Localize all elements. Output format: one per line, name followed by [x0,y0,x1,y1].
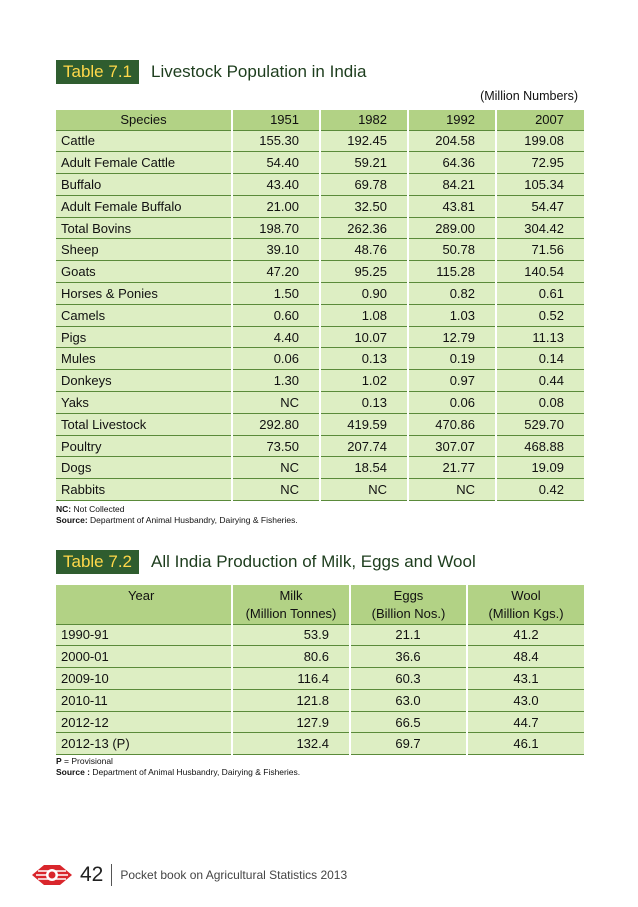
table-row [56,413,584,435]
table-header-row [56,110,584,130]
value-cell: 21.1 [350,624,467,646]
value-cell: 44.7 [467,711,584,733]
value-cell: 204.58 [408,130,496,152]
table-row [56,326,584,348]
footer-text: Pocket book on Agricultural Statistics 2013 [120,868,348,882]
value-cell: 95.25 [320,261,408,283]
value-cell: 132.4 [232,733,350,755]
table-row [56,348,584,370]
value-cell: 0.42 [496,479,584,501]
value-cell: 39.10 [232,239,320,261]
value-cell: 304.42 [496,217,584,239]
value-cell: 207.74 [320,435,408,457]
column-header: Wool (Million Kgs.) [467,585,584,624]
value-cell: 50.78 [408,239,496,261]
note-text: Not Collected [73,504,125,514]
column-header: 1982 [320,110,408,130]
value-cell: 36.6 [350,646,467,668]
value-cell: 43.40 [232,174,320,196]
species-cell: Rabbits [56,479,232,501]
note-text: = Provisional [61,756,113,766]
column-header: Year [56,585,232,624]
table-header-row [56,585,584,624]
column-header: Milk (Million Tonnes) [232,585,350,624]
value-cell: 0.06 [232,348,320,370]
value-cell: 192.45 [320,130,408,152]
page-number: 42 [80,863,104,886]
species-cell: Horses & Ponies [56,283,232,305]
value-cell: 116.4 [232,668,350,690]
value-cell: 80.6 [232,646,350,668]
value-cell: 32.50 [320,195,408,217]
value-cell: 71.56 [496,239,584,261]
value-cell: 529.70 [496,413,584,435]
value-cell: 48.76 [320,239,408,261]
table2-title: All India Production of Milk, Eggs and Wool [151,552,476,571]
value-cell: 54.40 [232,152,320,174]
value-cell: 59.21 [320,152,408,174]
table1-title: Livestock Population in India [151,62,367,81]
table-row [56,457,584,479]
table-row [56,239,584,261]
species-cell: Pigs [56,326,232,348]
value-cell: 1.02 [320,370,408,392]
species-cell: Adult Female Cattle [56,152,232,174]
table-row [56,195,584,217]
value-cell: 21.77 [408,457,496,479]
value-cell: 0.60 [232,304,320,326]
value-cell: 43.81 [408,195,496,217]
table2-note [56,756,113,767]
value-cell: 121.8 [232,689,350,711]
value-cell: 289.00 [408,217,496,239]
table-row [56,283,584,305]
species-cell: Adult Female Buffalo [56,195,232,217]
table1-heading [56,60,366,84]
species-cell: Donkeys [56,370,232,392]
table-row [56,130,584,152]
value-cell: 84.21 [408,174,496,196]
value-cell: 18.54 [320,457,408,479]
value-cell: 73.50 [232,435,320,457]
value-cell: 140.54 [496,261,584,283]
production-table [56,585,584,755]
value-cell: 48.4 [467,646,584,668]
table-row [56,392,584,414]
column-header: Eggs (Billion Nos.) [350,585,467,624]
value-cell: 127.9 [232,711,350,733]
note-label: NC: [56,504,72,514]
value-cell: 41.2 [467,624,584,646]
value-cell: NC [232,479,320,501]
value-cell: 0.97 [408,370,496,392]
species-cell: Goats [56,261,232,283]
species-cell: Total Bovins [56,217,232,239]
value-cell: 155.30 [232,130,320,152]
value-cell: 199.08 [496,130,584,152]
value-cell: 53.9 [232,624,350,646]
column-header: Species [56,110,232,130]
value-cell: 292.80 [232,413,320,435]
table-row [56,370,584,392]
book-logo-icon [30,860,74,890]
year-cell: 1990-91 [56,624,232,646]
value-cell: 66.5 [350,711,467,733]
value-cell: 0.44 [496,370,584,392]
value-cell: 47.20 [232,261,320,283]
value-cell: 0.13 [320,348,408,370]
table-row [56,435,584,457]
value-cell: 72.95 [496,152,584,174]
value-cell: 69.7 [350,733,467,755]
value-cell: 115.28 [408,261,496,283]
value-cell: NC [232,457,320,479]
value-cell: 0.82 [408,283,496,305]
value-cell: 262.36 [320,217,408,239]
table-row [56,174,584,196]
value-cell: NC [320,479,408,501]
year-cell: 2010-11 [56,689,232,711]
species-cell: Yaks [56,392,232,414]
value-cell: 69.78 [320,174,408,196]
value-cell: NC [232,392,320,414]
year-cell: 2012-13 (P) [56,733,232,755]
value-cell: 470.86 [408,413,496,435]
source-label: Source : [56,767,91,777]
value-cell: 43.0 [467,689,584,711]
species-cell: Total Livestock [56,413,232,435]
value-cell: 307.07 [408,435,496,457]
species-cell: Poultry [56,435,232,457]
page-footer [30,858,347,892]
table1-label: Table 7.1 [56,60,139,84]
species-cell: Camels [56,304,232,326]
value-cell: NC [408,479,496,501]
table2-source [56,767,300,778]
value-cell: 0.19 [408,348,496,370]
value-cell: 10.07 [320,326,408,348]
table1-source [56,515,298,526]
value-cell: 46.1 [467,733,584,755]
species-cell: Buffalo [56,174,232,196]
value-cell: 1.30 [232,370,320,392]
table-row [56,668,584,690]
table-row [56,711,584,733]
livestock-table [56,110,584,501]
table-row [56,646,584,668]
table1-unit: (Million Numbers) [480,89,578,103]
value-cell: 1.50 [232,283,320,305]
value-cell: 0.06 [408,392,496,414]
footer-divider [111,864,112,886]
value-cell: 43.1 [467,668,584,690]
value-cell: 64.36 [408,152,496,174]
column-header: 1951 [232,110,320,130]
value-cell: 63.0 [350,689,467,711]
species-cell: Sheep [56,239,232,261]
table-row [56,624,584,646]
column-header: 2007 [496,110,584,130]
value-cell: 54.47 [496,195,584,217]
value-cell: 0.14 [496,348,584,370]
value-cell: 1.08 [320,304,408,326]
value-cell: 0.90 [320,283,408,305]
table2-heading [56,550,476,574]
value-cell: 468.88 [496,435,584,457]
table-row [56,479,584,501]
value-cell: 0.52 [496,304,584,326]
table-row [56,261,584,283]
year-cell: 2000-01 [56,646,232,668]
table-row [56,152,584,174]
species-cell: Mules [56,348,232,370]
value-cell: 0.61 [496,283,584,305]
table1-note [56,504,125,515]
source-text: Department of Animal Husbandry, Dairying & Fisheries. [92,767,301,777]
table2-label: Table 7.2 [56,550,139,574]
value-cell: 19.09 [496,457,584,479]
value-cell: 4.40 [232,326,320,348]
table-row [56,689,584,711]
species-cell: Cattle [56,130,232,152]
source-text: Department of Animal Husbandry, Dairying & Fisheries. [90,515,298,525]
value-cell: 60.3 [350,668,467,690]
value-cell: 0.13 [320,392,408,414]
table-row [56,733,584,755]
value-cell: 12.79 [408,326,496,348]
source-label: Source: [56,515,88,525]
value-cell: 0.08 [496,392,584,414]
table-row [56,217,584,239]
column-header: 1992 [408,110,496,130]
value-cell: 21.00 [232,195,320,217]
species-cell: Dogs [56,457,232,479]
value-cell: 105.34 [496,174,584,196]
value-cell: 419.59 [320,413,408,435]
year-cell: 2009-10 [56,668,232,690]
value-cell: 198.70 [232,217,320,239]
year-cell: 2012-12 [56,711,232,733]
table-row [56,304,584,326]
value-cell: 11.13 [496,326,584,348]
note-label: P [56,756,62,766]
value-cell: 1.03 [408,304,496,326]
